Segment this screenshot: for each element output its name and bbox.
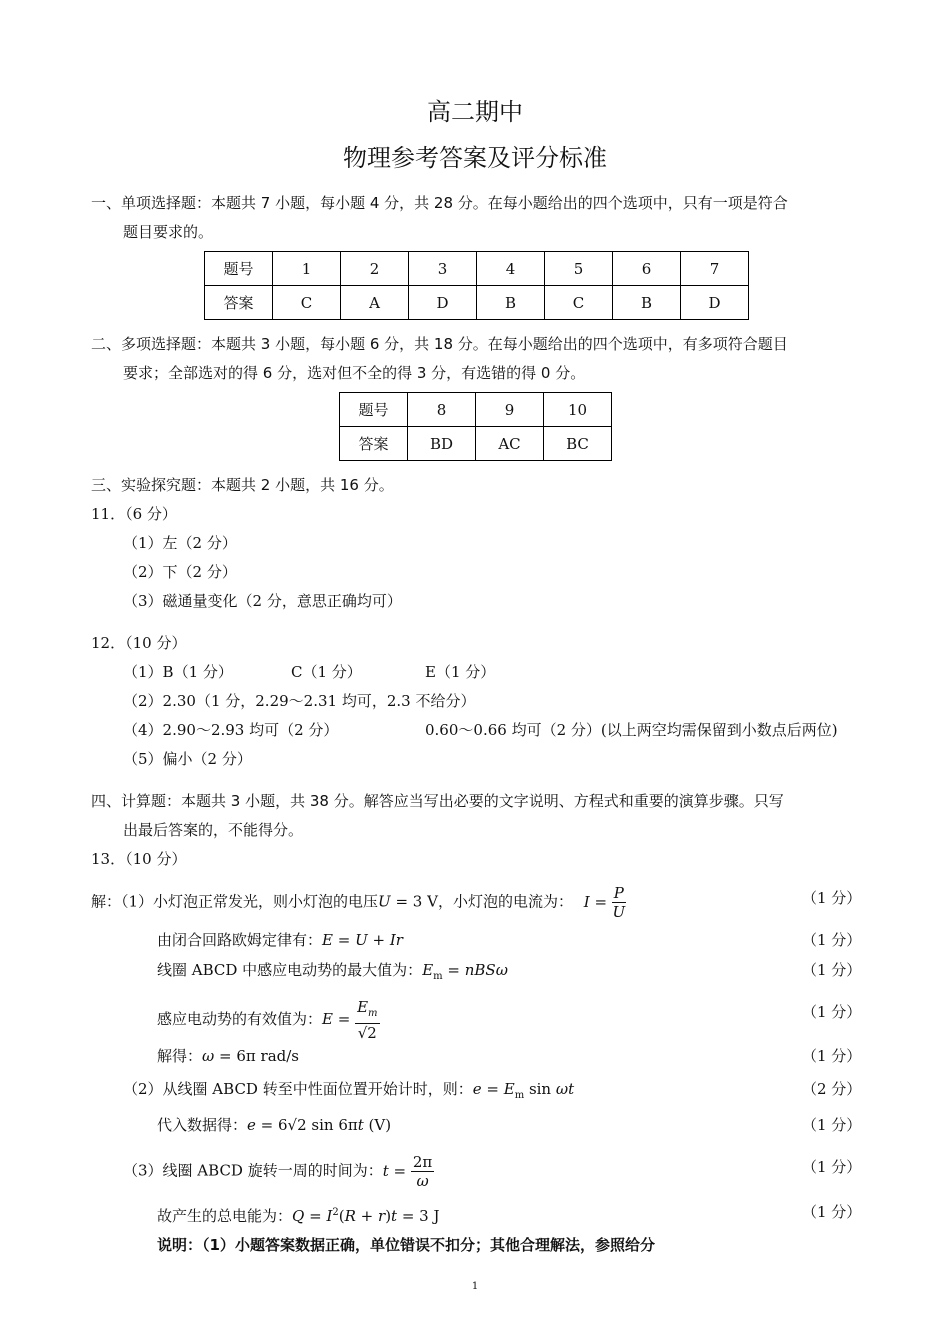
table-cell: 9 (476, 393, 544, 427)
section4-heading-cont: 出最后答案的，不能得分。 (123, 821, 304, 839)
table-cell: BD (408, 427, 476, 461)
q13-step-9 (157, 1198, 440, 1231)
table-cell: 2 (341, 252, 409, 286)
table-row (340, 427, 612, 461)
q12-answer-5: （5）偏小（2 分） (123, 750, 252, 768)
q13-step-2-text: 由闭合回路欧姆定律有： (157, 931, 323, 949)
table-header-cell: 答案 (205, 286, 273, 320)
q12-answer-4b: 0.60～0.66 均可（2 分）(以上两空均需保留到小数点后两位) (425, 721, 838, 739)
formula-emf-max: $E_m = nBS\omega$ (422, 961, 508, 982)
score-mark: （1 分） (802, 1203, 862, 1221)
q13-step-1-text-b: ，小灯泡的电流为： (437, 892, 573, 911)
q13-step-5 (157, 1042, 299, 1071)
section4-heading: 四、计算题：本题共 3 小题，共 38 分。解答应当写出必要的文字说明、方程式和重要的演算步骤。只写 (91, 792, 784, 810)
q13-step-3 (157, 956, 508, 991)
table-cell: C (545, 286, 613, 320)
q12-answer-1a: （1）B（1 分） (123, 663, 233, 681)
q13-step-7-text: 代入数据得： (157, 1116, 248, 1134)
q11-answer-3: （3）磁通量变化（2 分，意思正确均可） (123, 592, 402, 610)
q12-answer-1c: E（1 分） (425, 663, 496, 681)
q13-step-5-text: 解得： (157, 1047, 203, 1065)
q13-step-4-text: 感应电动势的有效值为： (157, 1010, 323, 1028)
formula-voltage: U = 3 V (378, 892, 438, 911)
score-mark: （1 分） (802, 1158, 862, 1176)
formula-emf-rms: E = $\frac{E_m}{√2}$ (322, 998, 378, 1042)
q13-step-1 (91, 884, 626, 921)
table-cell: 5 (545, 252, 613, 286)
formula-emf-substituted: e = 6√2 sin 6πt (V) (247, 1116, 392, 1134)
table-header-cell: 答案 (340, 427, 408, 461)
table-cell: B (477, 286, 545, 320)
table-row (205, 286, 749, 320)
q13-step-4 (157, 998, 380, 1042)
formula-emf-instant: $e = E_m$ sin ωt (472, 1080, 575, 1101)
table-cell: D (409, 286, 477, 320)
table-cell: D (681, 286, 749, 320)
score-mark: （1 分） (802, 961, 862, 979)
q13-step-6 (123, 1075, 574, 1110)
table-cell: 3 (409, 252, 477, 286)
table-cell: A (341, 286, 409, 320)
table-cell: B (613, 286, 681, 320)
table-cell: 6 (613, 252, 681, 286)
q13-step-6-text: （2）从线圈 ABCD 转至中性面位置开始计时，则： (123, 1080, 473, 1098)
formula-period: t = $\frac{2\pi}{\omega}$ (382, 1153, 433, 1190)
score-mark: （2 分） (802, 1080, 862, 1098)
table-row (205, 252, 749, 286)
table-cell: BC (544, 427, 612, 461)
table-cell: 1 (273, 252, 341, 286)
score-mark: （1 分） (802, 889, 862, 907)
q12-answer-4a: （4）2.90～2.93 均可（2 分） (123, 721, 339, 739)
q13-step-8-text: （3）线圈 ABCD 旋转一周的时间为： (123, 1161, 383, 1180)
q13-step-7 (157, 1111, 391, 1140)
q12-answer-1b: C（1 分） (291, 663, 362, 681)
q13-heading: 13．（10 分） (91, 850, 187, 868)
table-cell: 4 (477, 252, 545, 286)
single-choice-table (204, 251, 749, 320)
section1-heading-cont: 题目要求的。 (123, 223, 214, 241)
table-cell: AC (476, 427, 544, 461)
page-subtitle: 物理参考答案及评分标准 (343, 144, 607, 172)
formula-energy: $Q = I^2(R + r)t = 3$ J (292, 1207, 440, 1225)
table-cell: C (273, 286, 341, 320)
q11-answer-1: （1）左（2 分） (123, 534, 237, 552)
table-cell: 10 (544, 393, 612, 427)
section3-heading: 三、实验探究题：本题共 2 小题，共 16 分。 (91, 476, 394, 494)
score-mark: （1 分） (802, 1003, 862, 1021)
page-number: 1 (471, 1281, 479, 1292)
q13-step-1-text: 解：（1）小灯泡正常发光，则小灯泡的电压 (91, 892, 379, 911)
q13-step-9-text: 故产生的总电能为： (157, 1207, 293, 1225)
q12-heading: 12．（10 分） (91, 634, 187, 652)
q13-step-2 (157, 926, 403, 955)
table-cell: 7 (681, 252, 749, 286)
q11-heading: 11．（6 分） (91, 505, 177, 523)
section2-heading: 二、多项选择题：本题共 3 小题，每小题 6 分，共 18 分。在每小题给出的四个选项中，有多项符合题目 (91, 335, 788, 353)
multi-choice-table (339, 392, 612, 461)
formula-ohm: E = U + Ir (322, 931, 403, 949)
table-header-cell: 题号 (205, 252, 273, 286)
scoring-note: 说明：（1）小题答案数据正确，单位错误不扣分；其他合理解法，参照给分 (157, 1236, 655, 1254)
score-mark: （1 分） (802, 1116, 862, 1134)
q12-answer-2: （2）2.30（1 分，2.29～2.31 均可，2.3 不给分） (123, 692, 476, 710)
q13-step-8 (123, 1153, 434, 1190)
section2-heading-cont: 要求；全部选对的得 6 分，选对但不全的得 3 分，有选错的得 0 分。 (123, 364, 586, 382)
q13-step-3-text: 线圈 ABCD 中感应电动势的最大值为： (157, 961, 423, 979)
table-row (340, 393, 612, 427)
score-mark: （1 分） (802, 931, 862, 949)
section1-heading: 一、单项选择题：本题共 7 小题，每小题 4 分，共 28 分。在每小题给出的四个选项中，只有一项是符合 (91, 194, 788, 212)
table-cell: 8 (408, 393, 476, 427)
table-header-cell: 题号 (340, 393, 408, 427)
page-title: 高二期中 (427, 98, 523, 126)
score-mark: （1 分） (802, 1047, 862, 1065)
formula-omega: ω = 6π rad/s (202, 1047, 299, 1065)
q11-answer-2: （2）下（2 分） (123, 563, 237, 581)
formula-current: I = $\frac{P}{U}$ (583, 884, 626, 921)
